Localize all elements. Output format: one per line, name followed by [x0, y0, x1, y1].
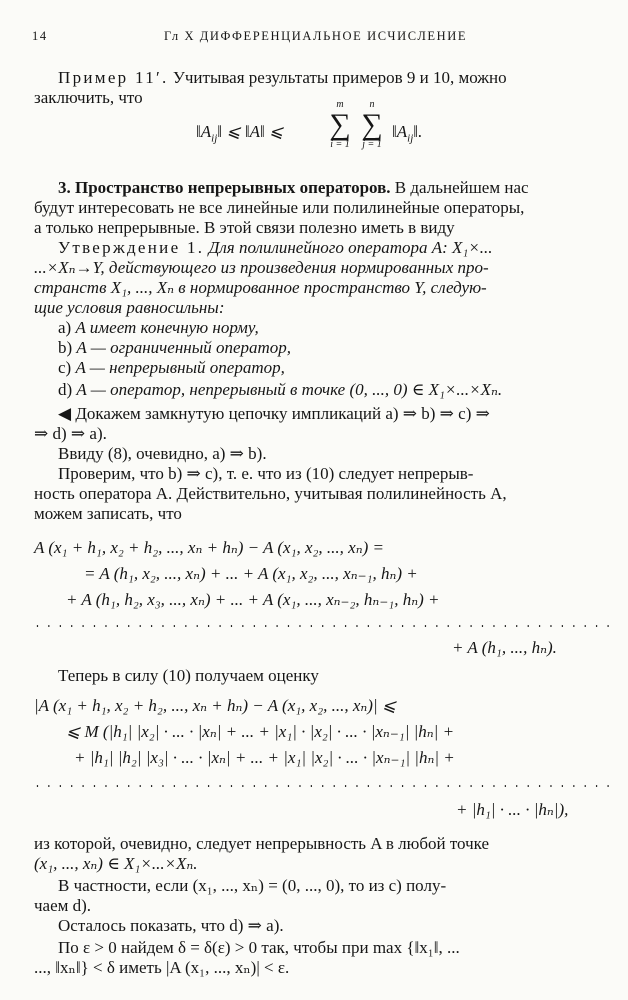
statement-label: Утверждение 1. — [58, 238, 205, 257]
section-line-1: 3. Пространство непрерывных операторов. В дальнейшем нас — [58, 178, 529, 197]
expansion-line-5: + A (h₁, ..., hₙ). — [452, 638, 557, 657]
expansion-ellipsis-row: ................................................... — [36, 612, 618, 631]
condition-b: b) A — ограниченный оператор, — [58, 338, 292, 357]
conclusion-line-1: из которой, очевидно, следует непрерывность A в любой точке — [34, 834, 490, 853]
estimate-ellipsis-row: ................................................... — [36, 772, 618, 791]
proof-line-1: ◀ Докажем замкнутую цепочку импликаций a) ⇒ b) ⇒ c) ⇒ — [58, 404, 490, 423]
conclusion-line-6: По ε > 0 найдем δ = δ(ε) > 0 так, чтобы при max {‖x₁‖, ... — [58, 938, 460, 957]
section-line-2: будут интересовать не все линейные или полилинейные операторы, — [34, 198, 525, 217]
conclusion-line-2: (x₁, ..., xₙ) ∈ X₁×...×Xₙ. — [34, 854, 198, 873]
expansion-line-3: + A (h₁, h₂, x₃, ..., xₙ) + ... + A (x₁, ..., xₙ₋₂, hₙ₋₁, hₙ) + — [66, 590, 440, 609]
page-number: 14 — [32, 29, 48, 43]
statement-line-1: Утверждение 1. Для полилинейного оператора A: X₁×... — [58, 238, 493, 257]
condition-c: c) A — непрерывный оператор, — [58, 358, 285, 377]
example-line-2: заключить, что — [34, 88, 143, 107]
proof-line-5: ность оператора A. Действительно, учитывая полилинейность A, — [34, 484, 507, 503]
expansion-line-1: A (x₁ + h₁, x₂ + h₂, ..., xₙ + hₙ) − A (x₁, x₂, ..., xₙ) = — [34, 538, 385, 557]
conclusion-line-5: Осталось показать, что d) ⇒ a). — [58, 916, 284, 935]
section-heading: 3. Пространство непрерывных операторов. — [58, 178, 391, 197]
norm-inequality-right: $‖A_{ij}‖$. — [392, 122, 423, 145]
running-title: Гл X ДИФФЕРЕНЦИАЛЬНОЕ ИСЧИСЛЕНИЕ — [164, 29, 468, 43]
sum-over-i: m ∑ i = 1 — [329, 99, 351, 150]
expansion-line-2: = A (h₁, x₂, ..., xₙ) + ... + A (x₁, x₂, ..., xₙ₋₁, hₙ) + — [84, 564, 418, 583]
estimate-line-1: |A (x₁ + h₁, x₂ + h₂, ..., xₙ + hₙ) − A (x₁, x₂, ..., xₙ)| ⩽ — [34, 696, 397, 715]
proof-line-3: Ввиду (8), очевидно, a) ⇒ b). — [58, 444, 267, 463]
condition-a: a) A имеет конечную норму, — [58, 318, 259, 337]
proof-line-4: Проверим, что b) ⇒ c), т. е. что из (10) следует непрерыв- — [58, 464, 474, 483]
norm-inequality-left: $‖A_{ij}‖$ ⩽ ‖A‖ ⩽ — [196, 122, 284, 145]
estimate-line-3: + |h₁| |h₂| |x₃| · ... · |xₙ| + ... + |x₁| |x₂| · ... · |xₙ₋₁| |hₙ| + — [74, 748, 455, 767]
statement-line-3: странств X₁, ..., Xₙ в нормированное пространство Y, следую- — [34, 278, 487, 297]
statement-line-4: щие условия равносильны: — [34, 298, 225, 317]
sum-over-j: n ∑ j = 1 — [361, 99, 383, 150]
condition-d: d) A — оператор, непрерывный в точке (0, ..., 0) ∈ X₁×...×Xₙ. — [58, 380, 503, 399]
conclusion-line-7: ..., ‖xₙ‖} < δ иметь |A (x₁, ..., xₙ)| < ε. — [34, 958, 290, 977]
section-line-3: а только непрерывные. В этой связи полезно иметь в виду — [34, 218, 455, 237]
proof-line-2: ⇒ d) ⇒ a). — [34, 424, 107, 443]
example-line-1: Пример 11′. Учитывая результаты примеров 9 и 10, можно — [58, 68, 507, 87]
estimate-line-2: ⩽ M (|h₁| |x₂| · ... · |xₙ| + ... + |x₁| · |x₂| · ... · |xₙ₋₁| |hₙ| + — [66, 722, 455, 741]
example-label: Пример 11′. — [58, 68, 169, 87]
estimate-intro: Теперь в силу (10) получаем оценку — [58, 666, 319, 685]
statement-line-2: ...×Xₙ→Y, действующего из произведения нормированных про- — [34, 258, 489, 277]
conclusion-line-3: В частности, если (x₁, ..., xₙ) = (0, ..., 0), то из c) полу- — [58, 876, 447, 895]
conclusion-line-4: чаем d). — [34, 896, 92, 915]
proof-line-6: можем записать, что — [34, 504, 182, 523]
estimate-line-5: + |h₁| · ... · |hₙ|), — [456, 800, 569, 819]
